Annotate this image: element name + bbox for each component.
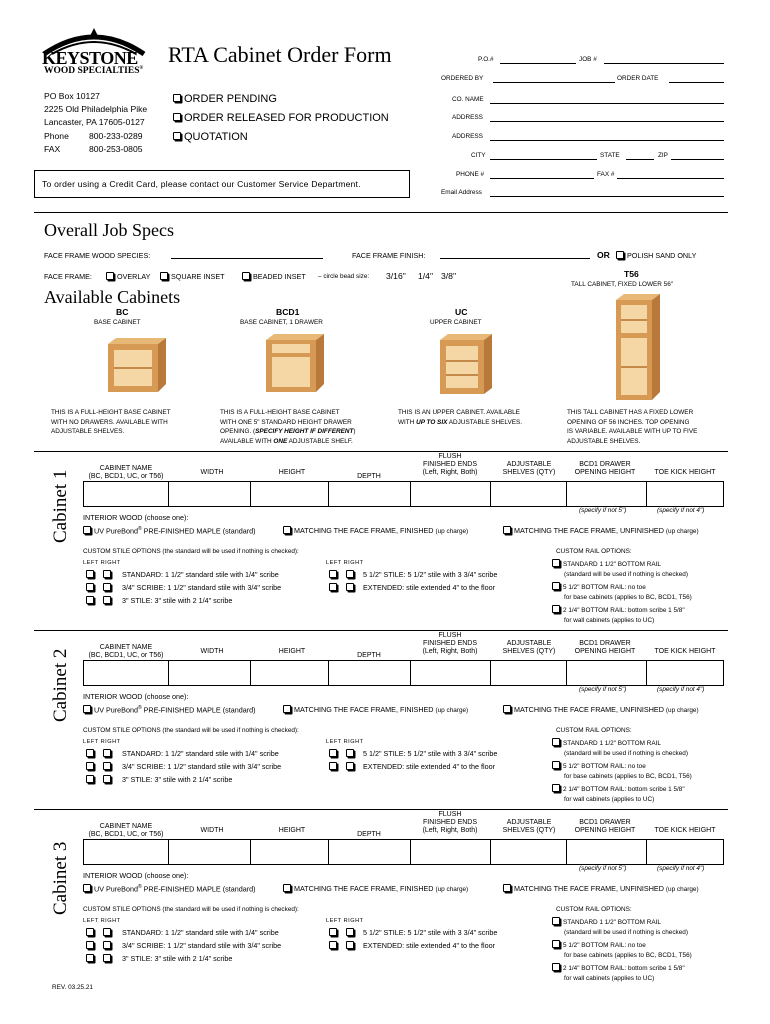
rail-standard-option[interactable]: STANDARD 1 1/2" BOTTOM RAIL (standard will be used if nothing is checked) — [552, 560, 688, 579]
col-cabinet-name: CABINET NAME (BC, BCD1, UC, or T56) — [88, 823, 164, 838]
job-input[interactable] — [604, 63, 724, 64]
toe-kick-input[interactable] — [646, 481, 724, 507]
interior-match-unfinished-option[interactable]: MATCHING THE FACE FRAME, UNFINISHED (up charge) — [503, 526, 699, 535]
address2-input[interactable] — [490, 140, 724, 141]
spec4-hint: (specify if not 4") — [657, 507, 705, 514]
interior-purebond-option[interactable]: UV PureBond® PRE-FINISHED MAPLE (standard) — [83, 526, 255, 535]
left-right-label-2: LEFT RIGHT — [326, 918, 364, 924]
species-label: FACE FRAME WOOD SPECIES: — [44, 251, 151, 260]
stile-standard-option[interactable]: STANDARD: 1 1/2" standard stile with 1/4" scribe — [86, 928, 279, 937]
state-label: STATE — [600, 152, 620, 159]
state-input[interactable] — [626, 159, 654, 160]
col-toe-kick: TOE KICK HEIGHT — [654, 469, 716, 476]
cabinet-section-3 — [0, 809, 770, 989]
cabinet-name-input[interactable] — [83, 660, 169, 686]
bead-size-label: – circle bead size: — [318, 273, 370, 280]
left-right-label-2: LEFT RIGHT — [326, 739, 364, 745]
interior-purebond-option[interactable]: UV PureBond® PRE-FINISHED MAPLE (standard) — [83, 705, 255, 714]
stile-3in-option[interactable]: 3" STILE: 3" stile with 2 1/4" scribe — [86, 596, 232, 605]
rail-options-title: CUSTOM RAIL OPTIONS: — [556, 906, 632, 913]
zip-label: ZIP — [658, 152, 668, 159]
width-input[interactable] — [168, 481, 251, 507]
interior-wood-label: INTERIOR WOOD (choose one): — [83, 871, 189, 880]
ordered-by-input[interactable] — [493, 82, 615, 83]
fax-input[interactable] — [617, 178, 724, 179]
section-divider — [34, 630, 728, 631]
stile-5in-option[interactable]: 5 1/2" STILE: 5 1/2" stile with 3 3/4" scribe — [329, 570, 497, 579]
cabinet-section-1 — [0, 451, 770, 631]
uc-code: UC — [455, 307, 468, 317]
checkbox — [173, 94, 181, 102]
height-input[interactable] — [250, 839, 329, 865]
col-width: WIDTH — [200, 469, 224, 476]
stile-options-title: CUSTOM STILE OPTIONS (the standard will be used if nothing is checked): — [83, 548, 299, 555]
col-cabinet-name: CABINET NAME (BC, BCD1, UC, or T56) — [88, 465, 164, 480]
col-width: WIDTH — [200, 648, 224, 655]
checkbox — [173, 113, 181, 121]
spec5-hint: (specify if not 5") — [579, 686, 627, 693]
bcd1-code: BCD1 — [276, 307, 300, 317]
rail-5in-option[interactable]: 5 1/2" BOTTOM RAIL: no toe for base cabinets (applies to BC, BCD1, T56) — [552, 583, 692, 602]
species-input[interactable] — [171, 258, 323, 259]
cabinet-section-label: Cabinet 2 — [50, 648, 71, 722]
bead-size-1-4[interactable]: 1/4" — [418, 271, 433, 281]
col-drawer: BCD1 DRAWER OPENING HEIGHT — [574, 461, 636, 476]
width-input[interactable] — [168, 660, 251, 686]
city-line: Lancaster, PA 17605-0127 — [44, 117, 145, 127]
rail-5in-option[interactable]: 5 1/2" BOTTOM RAIL: no toe for base cabinets (applies to BC, BCD1, T56) — [552, 941, 692, 960]
spec5-hint: (specify if not 5") — [579, 865, 627, 872]
cabinet-section-2 — [0, 630, 770, 810]
col-depth: DEPTH — [357, 831, 381, 838]
stile-5in-option[interactable]: 5 1/2" STILE: 5 1/2" stile with 3 3/4" scribe — [329, 749, 497, 758]
base-cabinet-drawer-image — [258, 330, 330, 396]
toe-kick-input[interactable] — [646, 660, 724, 686]
rail-options-title: CUSTOM RAIL OPTIONS: — [556, 727, 632, 734]
stile-scribe-option[interactable]: 3/4" SCRIBE: 1 1/2" standard stile with 3/4" scribe — [86, 941, 281, 950]
rail-options-title: CUSTOM RAIL OPTIONS: — [556, 548, 632, 555]
section-divider — [34, 809, 728, 810]
drawer-height-input[interactable] — [566, 839, 647, 865]
credit-notice: To order using a Credit Card, please contact our Customer Service Department. — [42, 179, 361, 189]
checkbox — [173, 132, 181, 140]
adjustable-shelves-input[interactable] — [490, 839, 567, 865]
bc-name: BASE CABINET — [94, 319, 141, 326]
t56-name: TALL CABINET, FIXED LOWER 56" — [571, 281, 674, 288]
interior-purebond-option[interactable]: UV PureBond® PRE-FINISHED MAPLE (standard) — [83, 884, 255, 893]
finish-label: FACE FRAME FINISH: — [352, 251, 426, 260]
drawer-height-input[interactable] — [566, 660, 647, 686]
phone-input[interactable] — [490, 178, 594, 179]
job-label: JOB # — [579, 56, 597, 63]
status-quotation[interactable]: QUOTATION — [173, 128, 389, 147]
fax-number: 800-253-0805 — [89, 144, 143, 154]
stile-5in-option[interactable]: 5 1/2" STILE: 5 1/2" stile with 3 3/4" scribe — [329, 928, 497, 937]
drawer-height-input[interactable] — [566, 481, 647, 507]
stile-standard-option[interactable]: STANDARD: 1 1/2" standard stile with 1/4" scribe — [86, 570, 279, 579]
zip-input[interactable] — [671, 159, 724, 160]
order-status-group — [173, 90, 389, 147]
stile-options-title: CUSTOM STILE OPTIONS (the standard will be used if nothing is checked): — [83, 906, 299, 913]
phone-number: 800-233-0289 — [89, 131, 143, 141]
street: 2225 Old Philadelphia Pike — [44, 104, 148, 114]
revision-label: REV. 03.25.21 — [52, 984, 93, 991]
rail-standard-option[interactable]: STANDARD 1 1/2" BOTTOM RAIL (standard will be used if nothing is checked) — [552, 739, 688, 758]
col-flush: FLUSH FINISHED ENDS (Left, Right, Both) — [422, 811, 478, 834]
depth-input[interactable] — [328, 839, 411, 865]
stile-options-title: CUSTOM STILE OPTIONS (the standard will be used if nothing is checked): — [83, 727, 299, 734]
face-frame-label: FACE FRAME: — [44, 272, 92, 281]
col-adjustable: ADJUSTABLE SHELVES (QTY) — [502, 461, 556, 476]
adjustable-shelves-input[interactable] — [490, 481, 567, 507]
rail-standard-option[interactable]: STANDARD 1 1/2" BOTTOM RAIL (standard will be used if nothing is checked) — [552, 918, 688, 937]
co-name-label: CO. NAME — [452, 96, 484, 103]
flush-ends-input[interactable] — [410, 660, 491, 686]
stile-extended-option[interactable]: EXTENDED: stile extended 4" to the floor — [329, 941, 495, 950]
order-date-input[interactable] — [669, 82, 724, 83]
depth-input[interactable] — [328, 481, 411, 507]
city-input[interactable] — [490, 159, 597, 160]
stile-extended-option[interactable]: EXTENDED: stile extended 4" to the floor — [329, 762, 495, 771]
address-input[interactable] — [490, 121, 724, 122]
bc-description: THIS IS A FULL-HEIGHT BASE CABINET WITH NO DRAWERS. AVAILABLE WITH ADJUSTABLE SHELVES. — [51, 409, 171, 435]
divider — [34, 212, 728, 213]
width-input[interactable] — [168, 839, 251, 865]
bcd1-name: BASE CABINET, 1 DRAWER — [240, 319, 323, 326]
tall-cabinet-image — [608, 292, 668, 404]
left-right-label-2: LEFT RIGHT — [326, 560, 364, 566]
interior-match-unfinished-option[interactable]: MATCHING THE FACE FRAME, UNFINISHED (up charge) — [503, 705, 699, 714]
email-label: Email Address — [441, 189, 482, 196]
available-title: Available Cabinets — [44, 287, 181, 307]
company-contact: Phone 800-233-0289 FAX 800-253-0805 — [44, 131, 143, 154]
address-label: ADDRESS — [452, 114, 483, 121]
spec4-hint: (specify if not 4") — [657, 686, 705, 693]
col-cabinet-name: CABINET NAME (BC, BCD1, UC, or T56) — [88, 644, 164, 659]
order-date-label: ORDER DATE — [617, 75, 659, 82]
square-inset-option[interactable]: SQUARE INSET — [160, 272, 225, 281]
interior-match-finished-option[interactable]: MATCHING THE FACE FRAME, FINISHED (up charge) — [283, 526, 468, 535]
interior-match-finished-option[interactable]: MATCHING THE FACE FRAME, FINISHED (up charge) — [283, 705, 468, 714]
uc-name: UPPER CABINET — [430, 319, 482, 326]
bead-size-3-8[interactable]: 3/8" — [441, 271, 456, 281]
col-height: HEIGHT — [278, 827, 306, 834]
cabinet-name-input[interactable] — [83, 481, 169, 507]
po-input[interactable] — [500, 63, 576, 64]
base-cabinet-image — [100, 334, 172, 396]
col-toe-kick: TOE KICK HEIGHT — [654, 648, 716, 655]
adjustable-shelves-input[interactable] — [490, 660, 567, 686]
t56-description: THIS TALL CABINET HAS A FIXED LOWER OPENING OF 56 INCHES. TOP OPENING IS VARIABLE. AVAILABLE WITH UP TO FIVE ADJUSTABLE SHELVES. — [567, 409, 698, 445]
col-width: WIDTH — [200, 827, 224, 834]
col-depth: DEPTH — [357, 652, 381, 659]
status-pending[interactable]: ORDER PENDING — [173, 90, 389, 109]
rail-2in-option[interactable]: 2 1/4" BOTTOM RAIL: bottom scribe 1 5/8" for wall cabinets (applies to UC) — [552, 785, 685, 804]
email-input[interactable] — [490, 196, 724, 197]
interior-match-unfinished-option[interactable]: MATCHING THE FACE FRAME, UNFINISHED (up charge) — [503, 884, 699, 893]
finish-input[interactable] — [440, 258, 590, 259]
left-right-label: LEFT RIGHT — [83, 560, 121, 566]
rail-2in-option[interactable]: 2 1/4" BOTTOM RAIL: bottom scribe 1 5/8" for wall cabinets (applies to UC) — [552, 606, 685, 625]
logo-brand: KEYSTONE — [42, 48, 138, 68]
polish-sand-option[interactable]: POLISH SAND ONLY — [616, 251, 696, 260]
stile-standard-option[interactable]: STANDARD: 1 1/2" standard stile with 1/4" scribe — [86, 749, 279, 758]
stile-3in-option[interactable]: 3" STILE: 3" stile with 2 1/4" scribe — [86, 775, 232, 784]
flush-ends-input[interactable] — [410, 839, 491, 865]
col-adjustable: ADJUSTABLE SHELVES (QTY) — [502, 640, 556, 655]
rail-5in-option[interactable]: 5 1/2" BOTTOM RAIL: no toe for base cabinets (applies to BC, BCD1, T56) — [552, 762, 692, 781]
rail-2in-option[interactable]: 2 1/4" BOTTOM RAIL: bottom scribe 1 5/8" for wall cabinets (applies to UC) — [552, 964, 685, 983]
form-title: RTA Cabinet Order Form — [168, 42, 392, 67]
bead-size-3-16[interactable]: 3/16" — [386, 271, 406, 281]
col-height: HEIGHT — [278, 648, 306, 655]
beaded-inset-option[interactable]: BEADED INSET — [242, 272, 306, 281]
height-input[interactable] — [250, 660, 329, 686]
t56-code: T56 — [624, 269, 639, 279]
section-divider — [34, 451, 728, 452]
uc-description: THIS IS AN UPPER CABINET. AVAILABLE WITH UP TO SIX ADJUSTABLE SHELVES. — [398, 409, 523, 426]
bc-code: BC — [116, 307, 129, 317]
address2-label: ADDRESS — [452, 133, 483, 140]
stile-scribe-option[interactable]: 3/4" SCRIBE: 1 1/2" standard stile with 3/4" scribe — [86, 583, 281, 592]
co-name-input[interactable] — [490, 103, 724, 104]
col-depth: DEPTH — [357, 473, 381, 480]
col-adjustable: ADJUSTABLE SHELVES (QTY) — [502, 819, 556, 834]
interior-wood-label: INTERIOR WOOD (choose one): — [83, 692, 189, 701]
stile-extended-option[interactable]: EXTENDED: stile extended 4" to the floor — [329, 583, 495, 592]
phone-label: PHONE # — [456, 171, 485, 178]
job-specs-title: Overall Job Specs — [44, 220, 174, 240]
spec4-hint: (specify if not 4") — [657, 865, 705, 872]
overlay-option[interactable]: OVERLAY — [106, 272, 150, 281]
logo-sub: WOOD SPECIALTIES® — [44, 66, 144, 77]
cabinet-name-input[interactable] — [83, 839, 169, 865]
interior-match-finished-option[interactable]: MATCHING THE FACE FRAME, FINISHED (up charge) — [283, 884, 468, 893]
col-flush: FLUSH FINISHED ENDS (Left, Right, Both) — [422, 632, 478, 655]
col-drawer: BCD1 DRAWER OPENING HEIGHT — [574, 819, 636, 834]
upper-cabinet-image — [434, 332, 500, 398]
po-label: P.O.# — [478, 56, 494, 63]
col-flush: FLUSH FINISHED ENDS (Left, Right, Both) — [422, 453, 478, 476]
depth-input[interactable] — [328, 660, 411, 686]
cabinet-section-label: Cabinet 3 — [50, 841, 71, 915]
cabinet-section-label: Cabinet 1 — [50, 469, 71, 543]
ordered-by-label: ORDERED BY — [441, 75, 484, 82]
col-toe-kick: TOE KICK HEIGHT — [654, 827, 716, 834]
company-address — [44, 90, 147, 129]
po-box: PO Box 10127 — [44, 91, 100, 101]
or-label: OR — [597, 250, 610, 260]
credit-notice-box — [34, 170, 410, 198]
stile-3in-option[interactable]: 3" STILE: 3" stile with 2 1/4" scribe — [86, 954, 232, 963]
left-right-label: LEFT RIGHT — [83, 918, 121, 924]
stile-scribe-option[interactable]: 3/4" SCRIBE: 1 1/2" standard stile with 3/4" scribe — [86, 762, 281, 771]
city-label: CITY — [471, 152, 486, 159]
flush-ends-input[interactable] — [410, 481, 491, 507]
col-height: HEIGHT — [278, 469, 306, 476]
company-logo — [40, 26, 148, 82]
interior-wood-label: INTERIOR WOOD (choose one): — [83, 513, 189, 522]
fax-label: FAX # — [597, 171, 615, 178]
toe-kick-input[interactable] — [646, 839, 724, 865]
spec5-hint: (specify if not 5") — [579, 507, 627, 514]
left-right-label: LEFT RIGHT — [83, 739, 121, 745]
col-drawer: BCD1 DRAWER OPENING HEIGHT — [574, 640, 636, 655]
height-input[interactable] — [250, 481, 329, 507]
status-released[interactable]: ORDER RELEASED FOR PRODUCTION — [173, 109, 389, 128]
bcd1-description: THIS IS A FULL-HEIGHT BASE CABINET WITH ONE 5" STANDARD HEIGHT DRAWER OPENING. (SPECIFY HEIGHT IF DIFFERENT) AVAILABLE WITH ONE ADJUSTABLE SHELF. — [220, 409, 356, 445]
